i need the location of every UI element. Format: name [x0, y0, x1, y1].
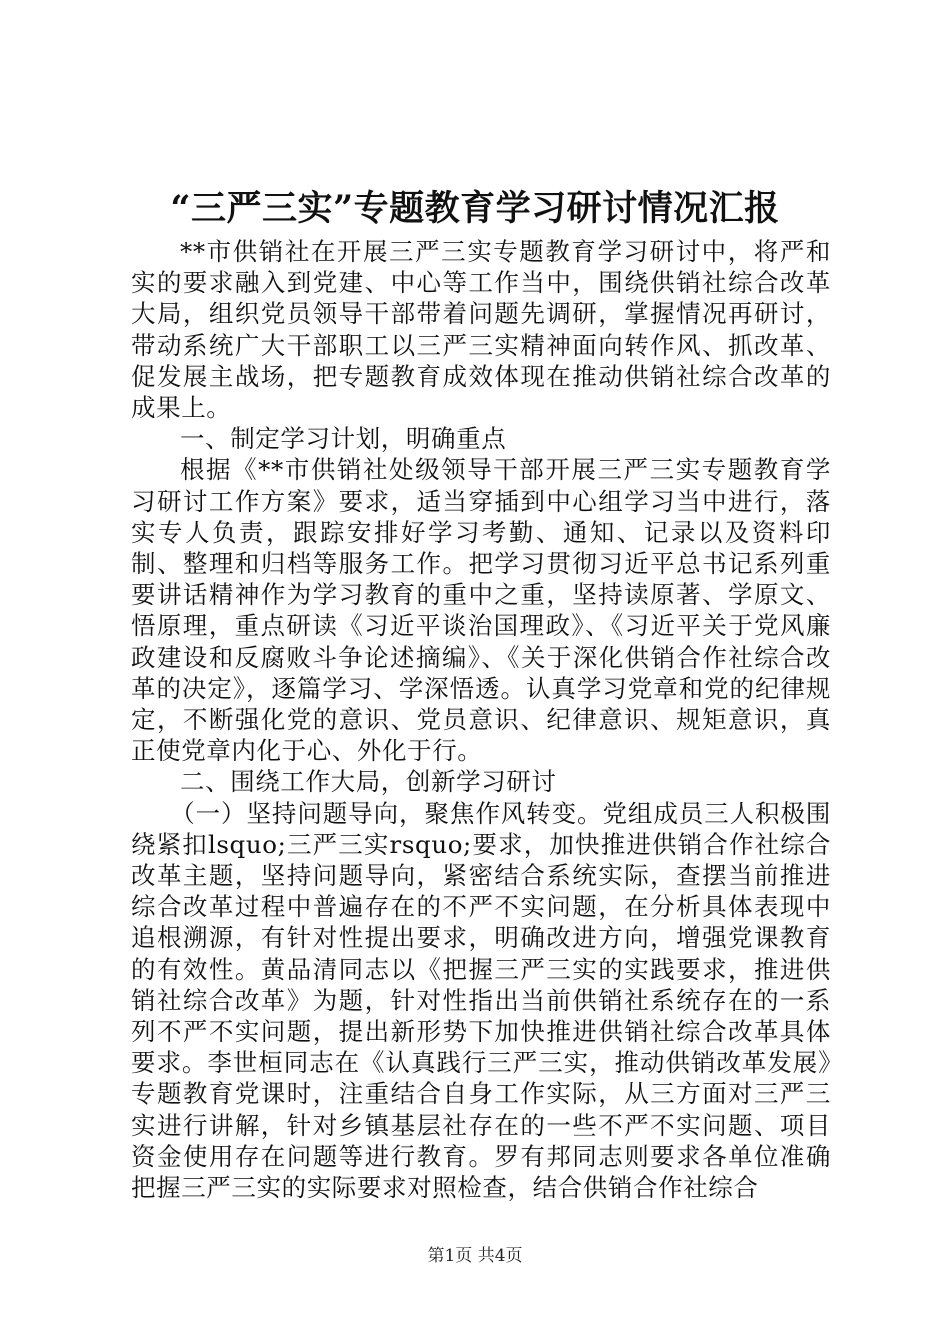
intro-paragraph: **市供销社在开展三严三实专题教育学习研讨中，将严和实的要求融入到党建、中心等工作当中，围绕供销社综合改革大局，组织党员领导干部带着问题先调研，掌握情况再研讨，带动系统广大干部职工以三严三实精神面向转作风、抓改革、促发展主战场，把专题教育成效体现在推动供销社综合改革的成果上。 [131, 237, 831, 423]
page-number-footer: 第1页 共4页 [427, 1246, 523, 1266]
section-2-paragraph: （一）坚持问题导向，聚焦作风转变。党组成员三人积极围绕紧扣lsquo;三严三实rsquo;要求，加快推进供销合作社综合改革主题，坚持问题导向，紧密结合系统实际，查摆当前推进综合改革过程中普遍存在的不严不实问题，在分析具体表现中追根溯源，有针对性提出要求，明确改进方向，增强党课教育的有效性。黄品清同志以《把握三严三实的实践要求，推进供销社综合改革》为题，针对性指出当前供销社系统存在的一系列不严不实问题，提出新形势下加快推进供销社综合改革具体要求。李世桓同志在《认真践行三严三实，推动供销改革发展》专题教育党课时，注重结合自身工作实际，从三方面对三严三实进行讲解，针对乡镇基层社存在的一些不严不实问题、项目资金使用存在问题等进行教育。罗有邦同志则要求各单位准确把握三严三实的实际要求对照检查，结合供销合作社综合 [131, 798, 831, 1203]
document-body [131, 236, 831, 1203]
section-1-paragraph: 根据《**市供销社处级领导干部开展三严三实专题教育学习研讨工作方案》要求，适当穿插到中心组学习当中进行，落实专人负责，跟踪安排好学习考勤、通知、记录以及资料印制、整理和归档等服务工作。把学习贯彻习近平总书记系列重要讲话精神作为学习教育的重中之重，坚持读原著、学原文、悟原理，重点研读《习近平谈治国理政》、《习近平关于党风廉政建设和反腐败斗争论述摘编》、《关于深化供销合作社综合改革的决定》，逐篇学习、学深悟透。认真学习党章和党的纪律规定，不断强化党的意识、党员意识、纪律意识、规矩意识，真正使党章内化于心、外化于行。 [131, 455, 831, 766]
document-title: “三严三实”专题教育学习研讨情况汇报 [170, 188, 780, 229]
section-heading-1: 一、制定学习计划，明确重点 [180, 424, 507, 454]
section-heading-2: 二、围绕工作大局，创新学习研讨 [180, 767, 557, 797]
